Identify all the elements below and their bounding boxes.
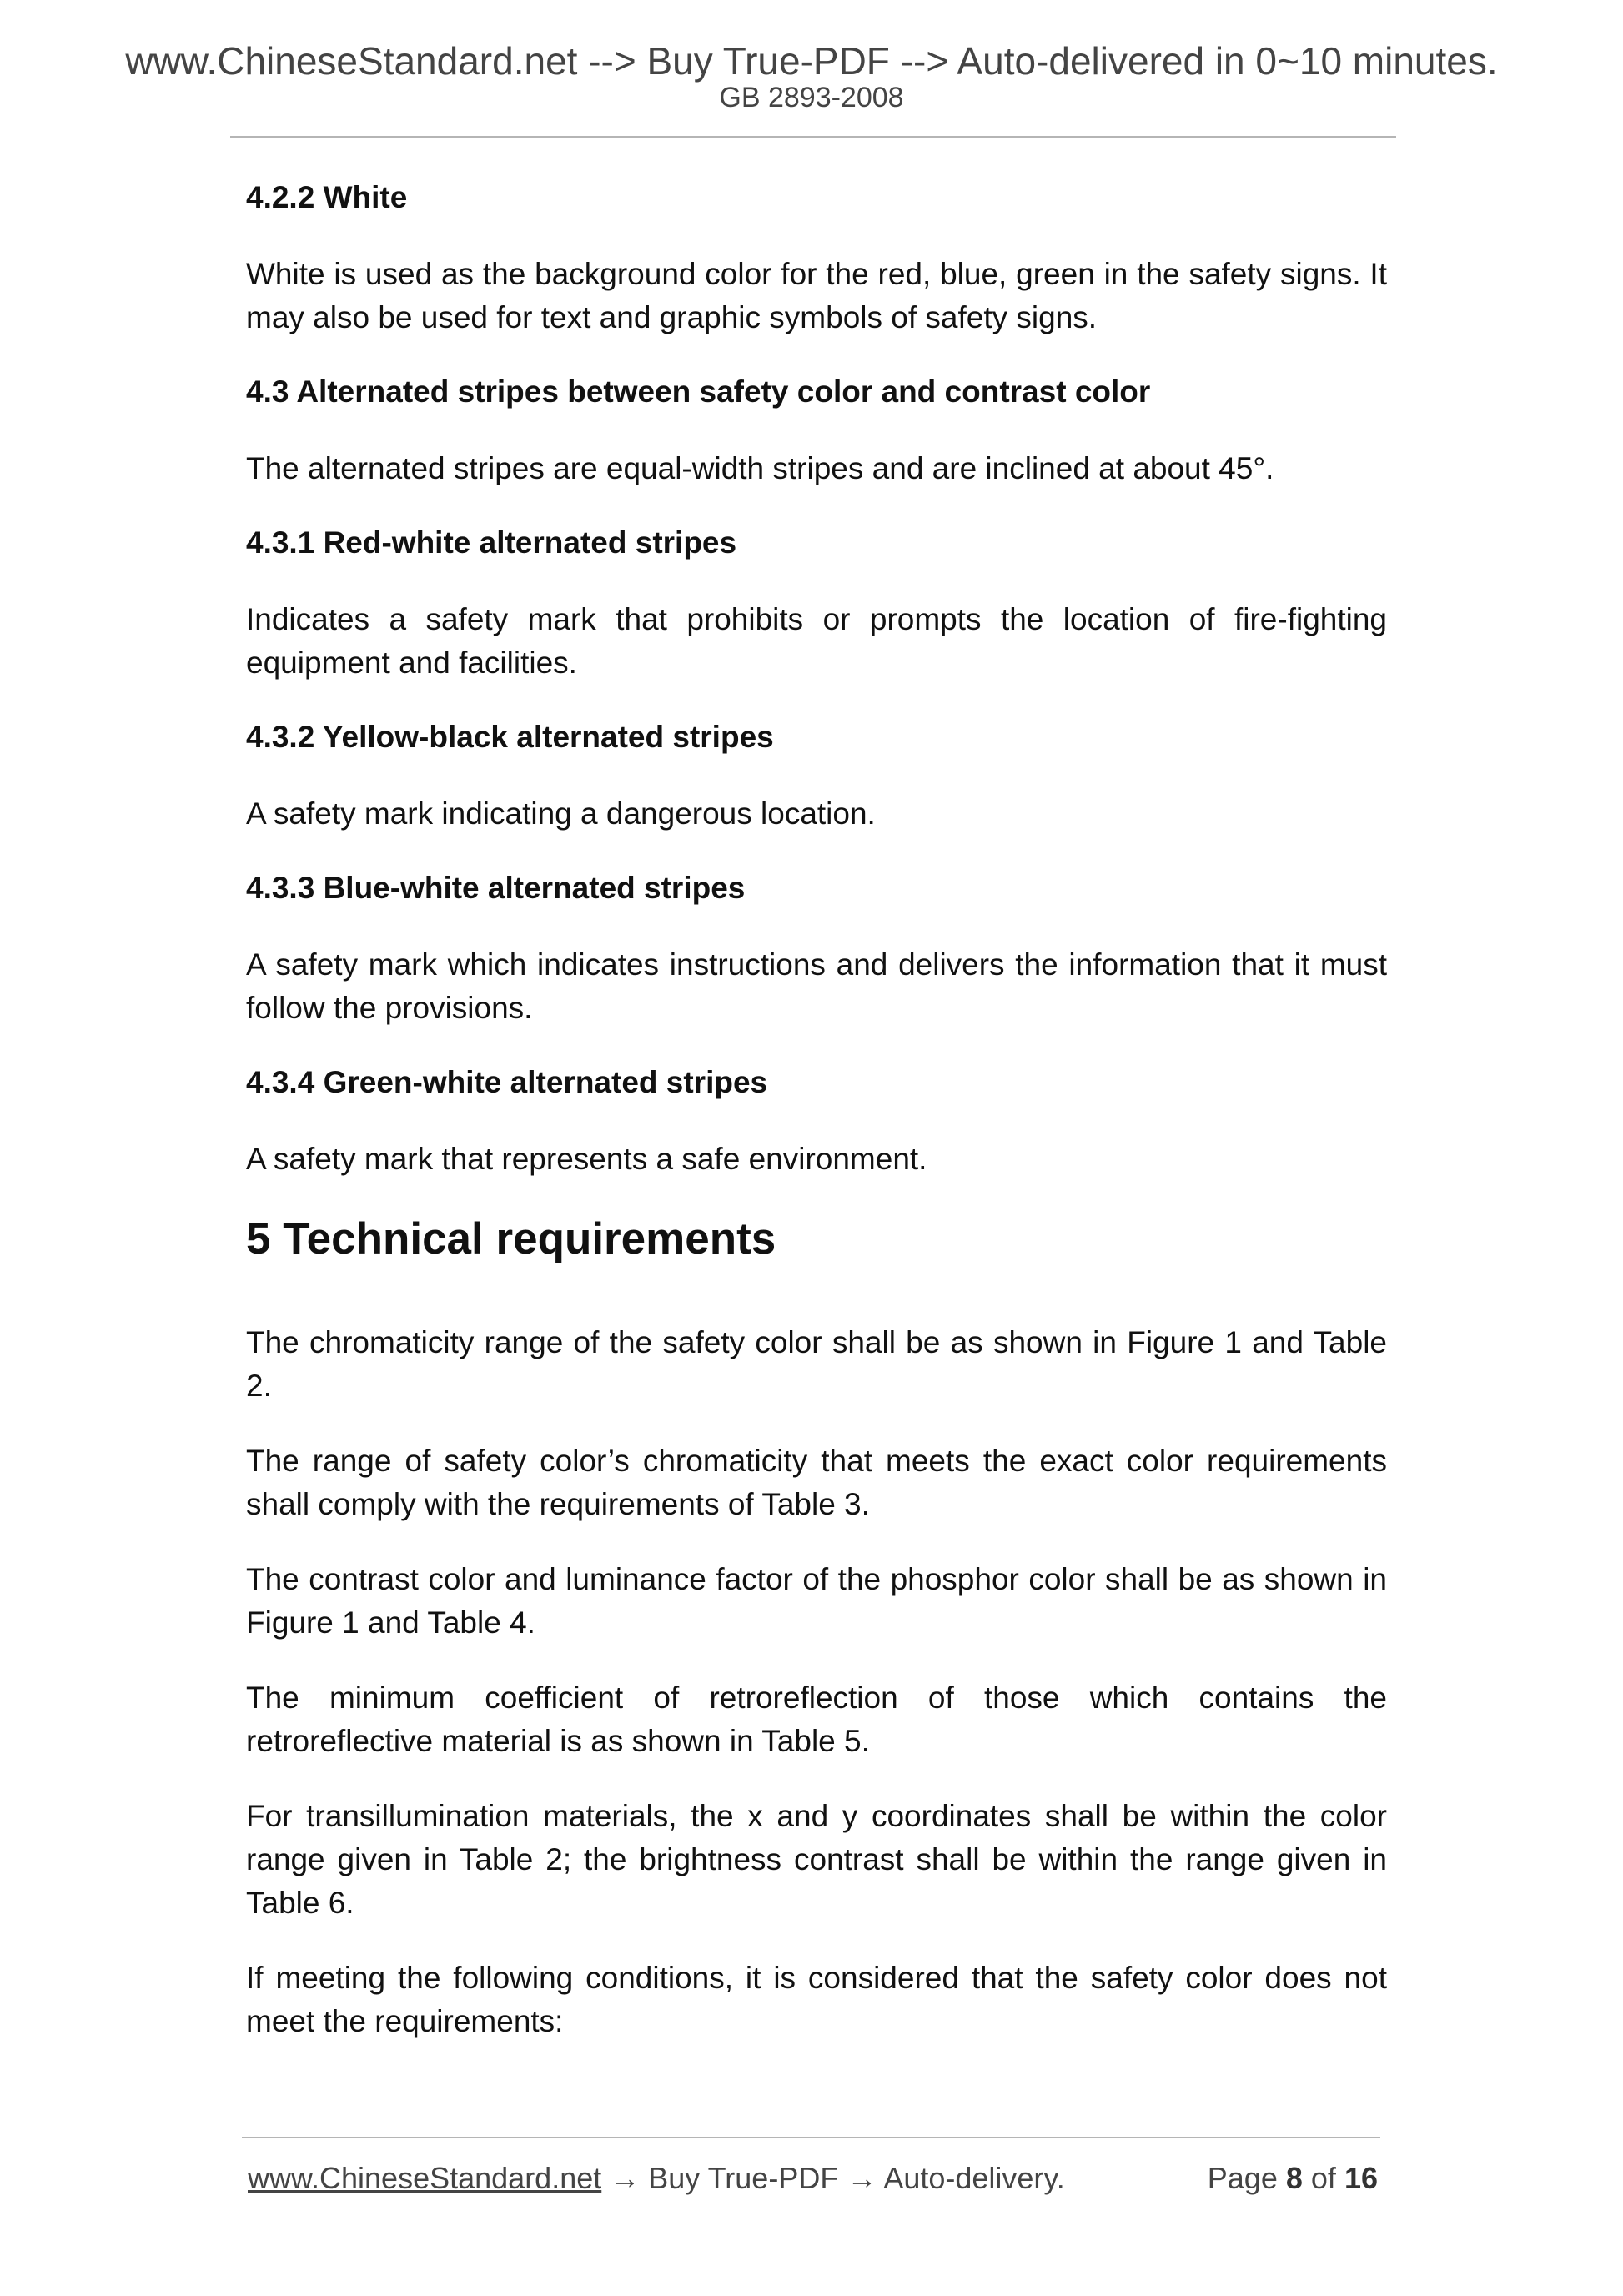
paragraph-4-3: The alternated stripes are equal-width stripes and are inclined at about 45°. (246, 451, 1274, 485)
footer-divider (242, 2137, 1380, 2138)
standard-code: GB 2893-2008 (719, 82, 904, 113)
paragraph-4-3-3: A safety mark which indicates instructions and delivers the information that it must follow the provisions. (246, 947, 1387, 1025)
header-banner: www.ChineseStandard.net --> Buy True-PDF --> Auto-delivered in 0~10 minutes. (125, 39, 1498, 83)
page-current: 8 (1285, 2161, 1303, 2195)
page-of: of (1310, 2161, 1336, 2195)
paragraph-5-1: The chromaticity range of the safety color shall be as shown in Figure 1 and Table 2. (246, 1325, 1387, 1403)
paragraph-5-4: The minimum coefficient of retroreflection of those which contains the retroreflective material is as shown in Table 5. (246, 1681, 1387, 1758)
heading-4-3-3: 4.3.3 Blue-white alternated stripes (246, 871, 746, 905)
heading-4-3-4: 4.3.4 Green-white alternated stripes (246, 1065, 768, 1099)
paragraph-5-2: The range of safety color’s chromaticity that meets the exact color requirements shall comply with the requirements of Table 3. (246, 1444, 1387, 1521)
paragraph-5-6: If meeting the following conditions, it is considered that the safety color does not meet the requirements: (246, 1961, 1387, 2038)
footer-tail: → Buy True-PDF → Auto-delivery. (601, 2161, 1065, 2195)
footer-promo (248, 2158, 1065, 2198)
heading-4-3-2: 4.3.2 Yellow-black alternated stripes (246, 720, 774, 754)
paragraph-4-3-1: Indicates a safety mark that prohibits or prompts the location of fire-fighting equipment and facilities. (246, 602, 1387, 680)
heading-4-3: 4.3 Alternated stripes between safety color and contrast color (246, 374, 1151, 409)
paragraph-4-3-2: A safety mark indicating a dangerous location. (246, 796, 876, 831)
page-total: 16 (1344, 2161, 1378, 2195)
footer-link[interactable]: www.ChineseStandard.net (248, 2161, 602, 2195)
paragraph-5-3: The contrast color and luminance factor of the phosphor color shall be as shown in Figure 1 and Table 4. (246, 1562, 1387, 1640)
document-body (246, 177, 1387, 2075)
page-indicator (1208, 2158, 1378, 2198)
paragraph-4-3-4: A safety mark that represents a safe environment. (246, 1142, 927, 1176)
paragraph-4-2-2: White is used as the background color for the red, blue, green in the safety signs. It may also be used for text and graphic symbols of safety signs. (246, 257, 1387, 334)
paragraph-5-5: For transillumination materials, the x and y coordinates shall be within the color range given in Table 2; the brightness contrast shall be within the range given in Table 6. (246, 1799, 1387, 1920)
page-label: Page (1207, 2161, 1278, 2195)
heading-4-2-2: 4.2.2 White (246, 180, 408, 214)
heading-5-technical-requirements: 5 Technical requirements (246, 1214, 776, 1264)
header-divider (230, 136, 1396, 138)
heading-4-3-1: 4.3.1 Red-white alternated stripes (246, 525, 737, 560)
